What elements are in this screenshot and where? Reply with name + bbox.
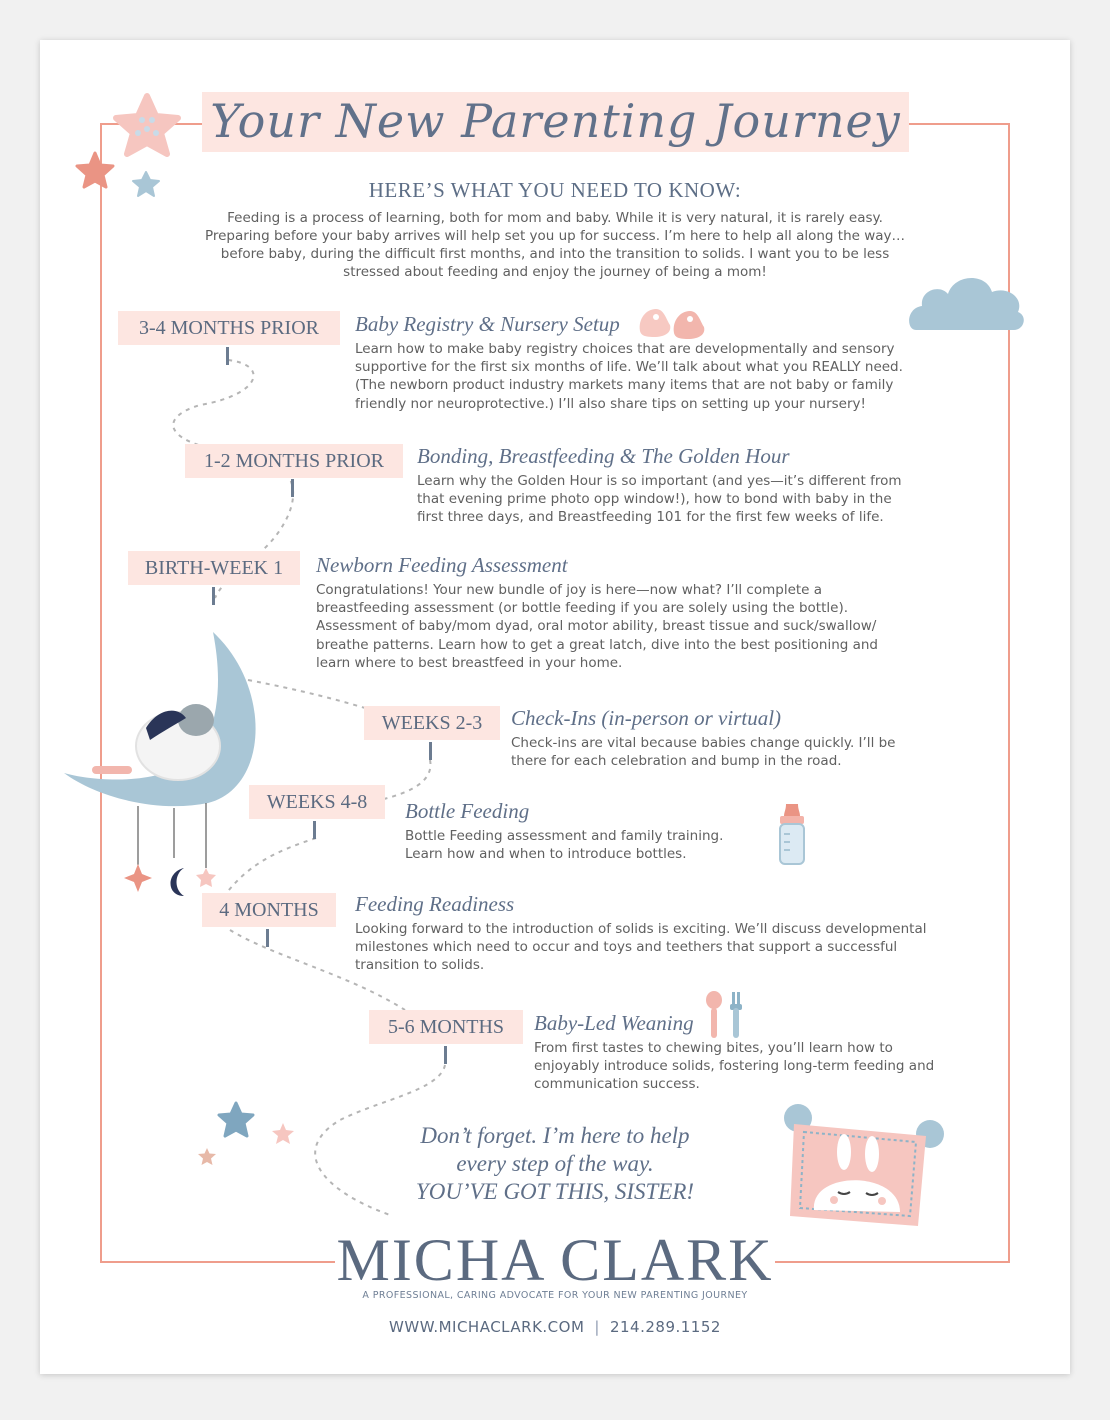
spoon-fork-icon [700, 990, 752, 1040]
intro-line: stressed about feeding and enjoy the journey of being a mom! [343, 264, 767, 280]
intro-line: Preparing before your baby arrives will help set you up for success. I’m here to help all along the way… [204, 228, 906, 244]
baby-shoes-icon [636, 303, 710, 341]
contact-line [0, 1318, 1110, 1336]
timeline-tick [212, 587, 215, 605]
stage-title: Bottle Feeding [405, 799, 530, 823]
timeline-tick [266, 929, 269, 947]
stage-description: Looking forward to the introduction of solids is exciting. We’ll discuss developmental milestones which need to occur and toys and teethers that support a successful transition to solids. [355, 921, 927, 974]
stage-pill: 4 MONTHS [202, 893, 336, 927]
stage-pill: 5-6 MONTHS [369, 1010, 523, 1044]
stage-pill: 1-2 MONTHS PRIOR [185, 444, 403, 478]
stage-pill: WEEKS 4-8 [249, 785, 385, 819]
cloud-icon [906, 268, 1026, 332]
star-icon [74, 150, 116, 190]
phone-number[interactable]: 214.289.1152 [609, 1318, 721, 1336]
section-heading: HERE’S WHAT YOU NEED TO KNOW: [368, 178, 742, 202]
stage-pill: WEEKS 2-3 [364, 706, 500, 740]
bunny-pillow-icon [780, 1100, 950, 1232]
stage-description: Check-ins are vital because babies change quickly. I’ll be there for each celebration and bump in the road. [511, 735, 896, 770]
star-icon [216, 1100, 256, 1140]
stage-title: Bonding, Breastfeeding & The Golden Hour [417, 444, 790, 468]
moon-sheep-icon [58, 628, 268, 898]
star-icon [270, 1121, 296, 1147]
brand-logo: MICHA CLARK [336, 1227, 774, 1293]
timeline-tick [429, 742, 432, 760]
page-title: Your New Parenting Journey [210, 94, 901, 148]
baby-bottle-icon [772, 802, 812, 868]
timeline-tick [291, 479, 294, 497]
stage-description: Bottle Feeding assessment and family training. Learn how and when to introduce bottles. [405, 828, 724, 863]
closing-message: Don’t forget. I’m here to help every step of the way. YOU’VE GOT THIS, SISTER! [415, 1123, 695, 1204]
intro-line: before baby, during the difficult first months, and into the transition to solids. I want you to be less [220, 246, 890, 262]
stage-pill: BIRTH-WEEK 1 [128, 551, 300, 585]
stage-description: Learn why the Golden Hour is so important (and yes—it’s different from that evening prime photo opp window!), how to bond with baby in the first three days, and Breastfeeding 101 for the first few weeks of life. [417, 473, 902, 526]
timeline-tick [444, 1046, 447, 1064]
intro-line: Feeding is a process of learning, both for mom and baby. While it is very natural, it is rarely easy. [227, 210, 883, 226]
website-link[interactable]: WWW.MICHACLARK.COM [389, 1318, 585, 1336]
stage-title: Check-Ins (in-person or virtual) [511, 706, 782, 730]
stage-title: Feeding Readiness [355, 892, 515, 916]
stage-title: Newborn Feeding Assessment [316, 553, 568, 577]
timeline-tick [226, 347, 229, 365]
stage-description: From first tastes to chewing bites, you’ll learn how to enjoyably introduce solids, fostering long-term feeding and communication success. [534, 1040, 935, 1093]
stage-description: Learn how to make baby registry choices that are developmentally and sensory supportive for the first six months of life. We’ll talk about what you REALLY need. (The newborn product industry markets many items that are not baby or family friendly nor neuroprotective.) I’ll also share tips on setting up your nursery! [355, 341, 903, 412]
stage-title: Baby-Led Weaning [534, 1011, 694, 1035]
star-icon [112, 92, 182, 158]
star-icon [196, 1146, 218, 1168]
brand-tagline: A PROFESSIONAL, CARING ADVOCATE FOR YOUR NEW PARENTING JOURNEY [362, 1290, 748, 1301]
timeline-tick [313, 821, 316, 839]
separator: | [594, 1318, 600, 1336]
stage-description: Congratulations! Your new bundle of joy is here—now what? I’ll complete a breastfeeding assessment (or bottle feeding if you are solely using the bottle). Assessment of baby/mom dyad, oral motor ability, breast tissue and suck/swallow/ breathe patterns. Learn how to get a great latch, dive into the best positioning and learn where to best breastfeed in your home. [316, 582, 879, 671]
stage-title: Baby Registry & Nursery Setup [355, 312, 620, 336]
stage-pill: 3-4 MONTHS PRIOR [118, 311, 340, 345]
star-icon [131, 170, 161, 198]
